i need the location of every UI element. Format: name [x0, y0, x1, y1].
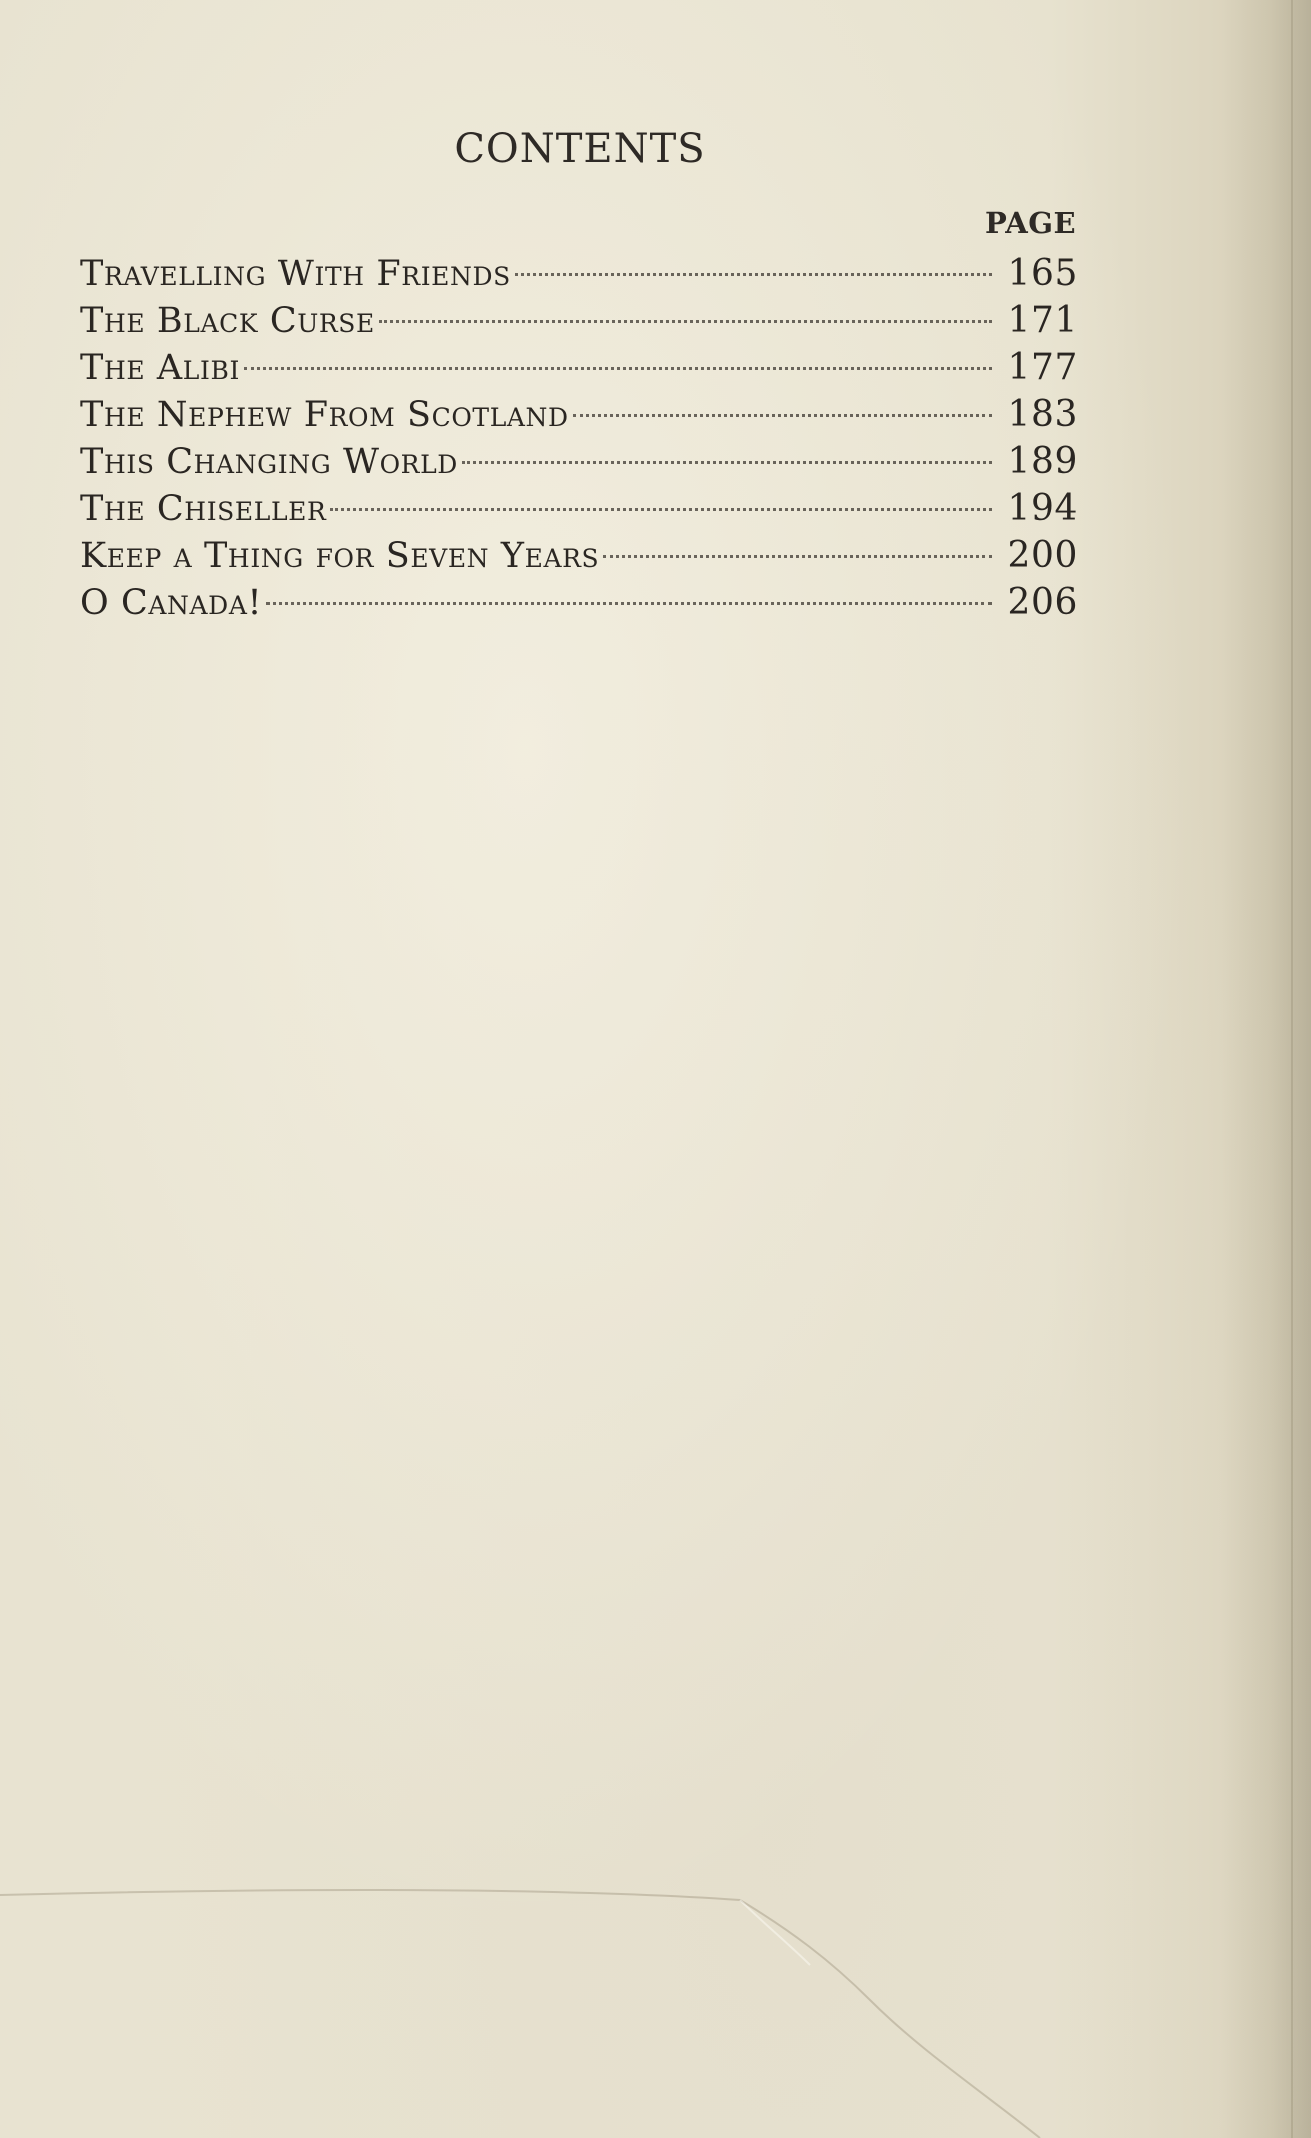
toc-entry-page: 177 — [1007, 347, 1078, 388]
toc-entry-page: 171 — [1007, 300, 1078, 341]
dot-leader — [330, 508, 992, 511]
page-column-label: PAGE — [985, 206, 1077, 240]
toc-entry-page: 183 — [1007, 394, 1078, 435]
dot-leader — [462, 461, 992, 464]
dot-leader — [573, 414, 992, 417]
toc-entry-title: Keep a Thing for Seven Years — [80, 536, 600, 576]
toc-entry-title: O Canada! — [80, 583, 263, 623]
dot-leader — [515, 273, 992, 276]
toc-entry — [80, 485, 1078, 532]
toc-entry-title: The Nephew From Scotland — [80, 395, 569, 435]
toc-entry — [80, 579, 1078, 626]
toc-entry-title: The Alibi — [80, 348, 240, 388]
toc-entry-page: 206 — [1007, 582, 1078, 623]
page-edge-shadow — [1221, 0, 1311, 2138]
toc-entry — [80, 438, 1078, 485]
toc-entry-page: 189 — [1007, 441, 1078, 482]
toc-entry-title: The Chiseller — [80, 489, 327, 529]
toc-entry-page: 165 — [1007, 253, 1078, 294]
toc-entry — [80, 250, 1078, 297]
dot-leader — [244, 367, 992, 370]
dot-leader — [379, 320, 992, 323]
table-of-contents — [80, 250, 1078, 626]
toc-entry-title: This Changing World — [80, 442, 458, 482]
contents-heading: CONTENTS — [454, 126, 706, 172]
toc-entry — [80, 344, 1078, 391]
toc-entry — [80, 391, 1078, 438]
toc-entry — [80, 297, 1078, 344]
toc-entry-title: The Black Curse — [80, 301, 375, 341]
dot-leader — [603, 555, 992, 558]
toc-entry-page: 200 — [1007, 535, 1078, 576]
toc-entry — [80, 532, 1078, 579]
toc-entry-page: 194 — [1007, 488, 1078, 529]
toc-entry-title: Travelling With Friends — [80, 254, 511, 294]
page-edge-line — [1291, 0, 1293, 2138]
dot-leader — [266, 602, 992, 605]
